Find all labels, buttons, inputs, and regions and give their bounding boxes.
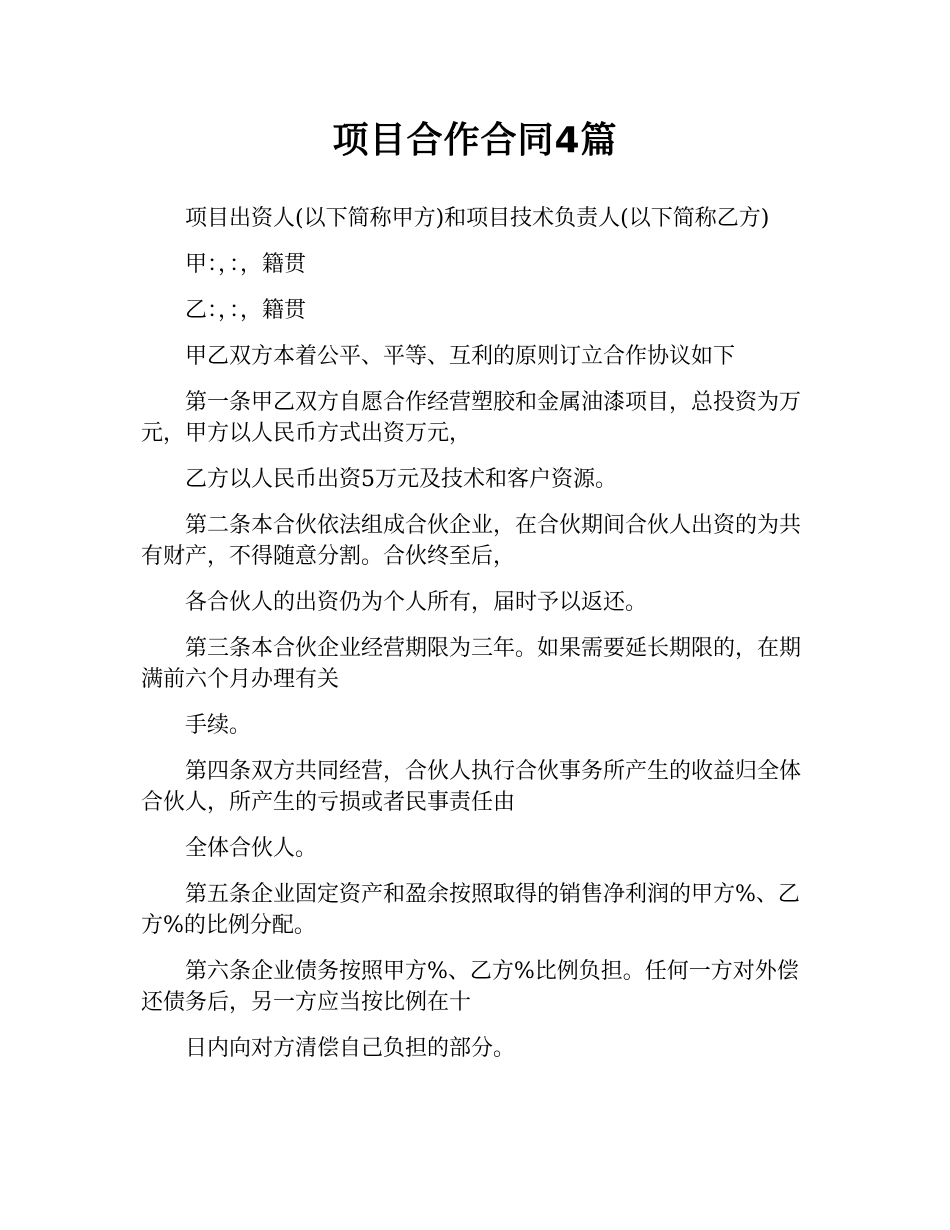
paragraph: 第五条企业固定资产和盈余按照取得的销售净利润的甲方%、乙方%的比例分配。 xyxy=(141,882,800,938)
paragraph: 各合伙人的出资仍为个人所有，届时予以返还。 xyxy=(185,590,648,615)
document-title: 项目合作合同4篇 xyxy=(332,120,618,161)
paragraph: 第一条甲乙双方自愿合作经营塑胶和金属油漆项目，总投资为万元，甲方以人民币方式出资万元， xyxy=(141,390,802,446)
paragraph: 乙：，：，籍贯 xyxy=(185,298,307,323)
paragraph: 甲乙双方本着公平、平等、互利的原则订立合作协议如下 xyxy=(185,344,736,369)
paragraph: 第四条双方共同经营，合伙人执行合伙事务所产生的收益归全体合伙人，所产生的亏损或者民事责任由 xyxy=(141,759,802,815)
paragraph: 甲：，：，籍贯 xyxy=(185,252,307,277)
paragraph: 手续。 xyxy=(185,713,252,738)
paragraph: 第六条企业债务按照甲方%、乙方%比例负担。任何一方对外偿还债务后，另一方应当按比例在十 xyxy=(141,959,799,1015)
paragraph: 日内向对方清偿自己负担的部分。 xyxy=(185,1036,516,1061)
paragraph: 第三条本合伙企业经营期限为三年。如果需要延长期限的，在期满前六个月办理有关 xyxy=(141,636,802,692)
paragraph: 项目出资人(以下简称甲方)和项目技术负责人(以下简称乙方) xyxy=(185,206,770,231)
paragraph: 全体合伙人。 xyxy=(185,836,318,861)
paragraph: 第二条本合伙依法组成合伙企业，在合伙期间合伙人出资的为共有财产，不得随意分割。合伙终至后， xyxy=(141,513,802,569)
document-body xyxy=(141,203,811,1079)
paragraph: 乙方以人民币出资5万元及技术和客户资源。 xyxy=(185,467,617,492)
